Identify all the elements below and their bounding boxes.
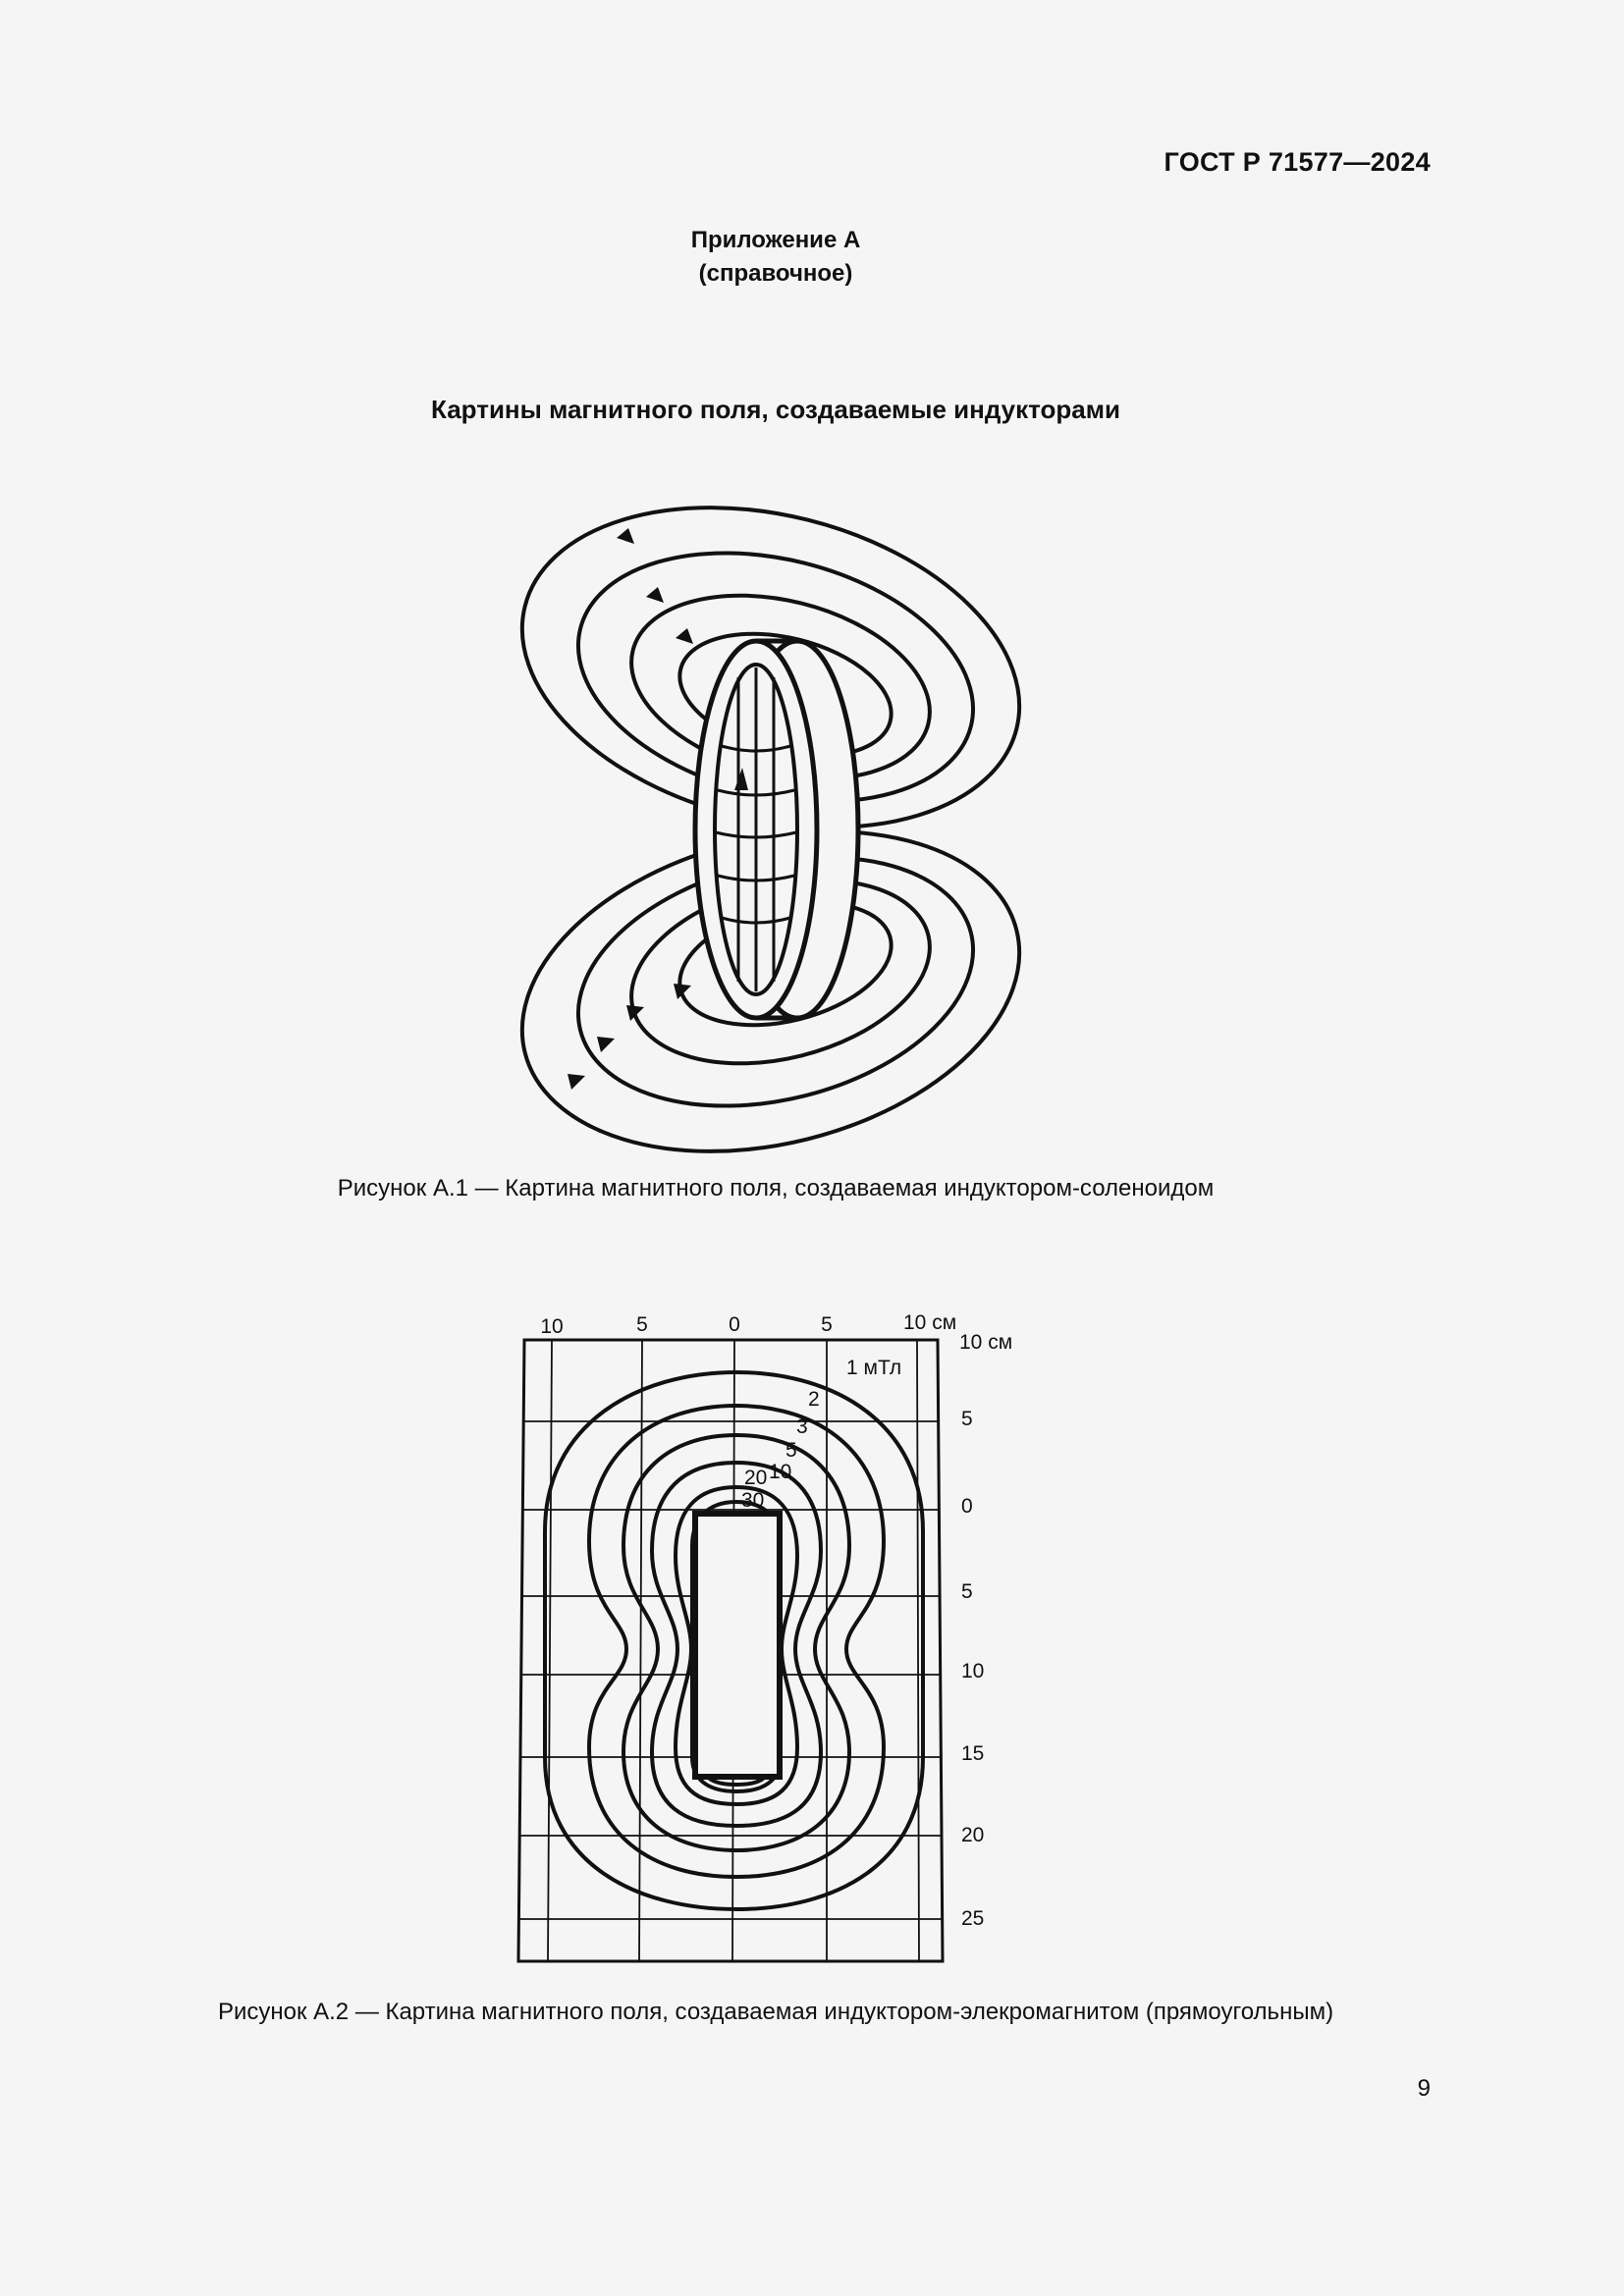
contour-label: 20	[744, 1467, 768, 1489]
top-tick-label: 10 см	[903, 1311, 957, 1334]
annex-title: Приложение А	[690, 227, 861, 253]
right-tick-label: 25	[961, 1907, 985, 1930]
top-tick-label: 5	[636, 1313, 648, 1336]
figure1-caption: Рисунок А.1 — Картина магнитного поля, создаваемая индуктором-соленоидом	[337, 1175, 1215, 1201]
figure1-solenoid-field	[511, 501, 1041, 1168]
page-number: 9	[1417, 2075, 1431, 2102]
right-tick-label: 5	[961, 1408, 973, 1430]
top-axis	[540, 1311, 956, 1338]
annex-status: (справочное)	[698, 260, 853, 287]
contour-label: 30	[741, 1489, 765, 1512]
contour-labels	[741, 1357, 901, 1512]
top-tick-label: 10	[540, 1315, 564, 1338]
figure2-caption: Рисунок А.2 — Картина магнитного поля, создаваемая индуктором-элекромагнитом (прямоугольным)	[217, 1999, 1334, 2025]
annex-heading	[0, 224, 1551, 291]
right-tick-label: 15	[961, 1742, 985, 1765]
contour-label: 5	[785, 1439, 797, 1462]
contour-label: 10	[769, 1461, 792, 1483]
right-tick-label: 10 см	[959, 1331, 1013, 1354]
solenoid-ring	[695, 641, 858, 1018]
right-axis	[959, 1331, 1012, 1930]
document-number: ГОСТ Р 71577—2024	[1164, 147, 1431, 177]
top-tick-label: 0	[729, 1313, 740, 1336]
right-tick-label: 20	[961, 1824, 985, 1846]
contour-label: 1 мТл	[846, 1357, 902, 1379]
arrow-icon	[646, 587, 664, 603]
arrow-icon	[568, 1074, 585, 1090]
figure2-electromagnet-field	[511, 1296, 1041, 1973]
contour-label: 2	[808, 1388, 820, 1411]
right-tick-label: 10	[961, 1660, 985, 1682]
right-tick-label: 5	[961, 1580, 973, 1603]
arrow-icon	[617, 528, 634, 544]
right-tick-label: 0	[961, 1495, 973, 1518]
electromagnet-core	[695, 1514, 780, 1777]
contour-label: 3	[796, 1415, 808, 1438]
arrow-icon	[676, 628, 693, 644]
section-title: Картины магнитного поля, создаваемые индукторами	[431, 395, 1120, 424]
top-tick-label: 5	[821, 1313, 833, 1336]
arrow-icon	[597, 1037, 615, 1052]
